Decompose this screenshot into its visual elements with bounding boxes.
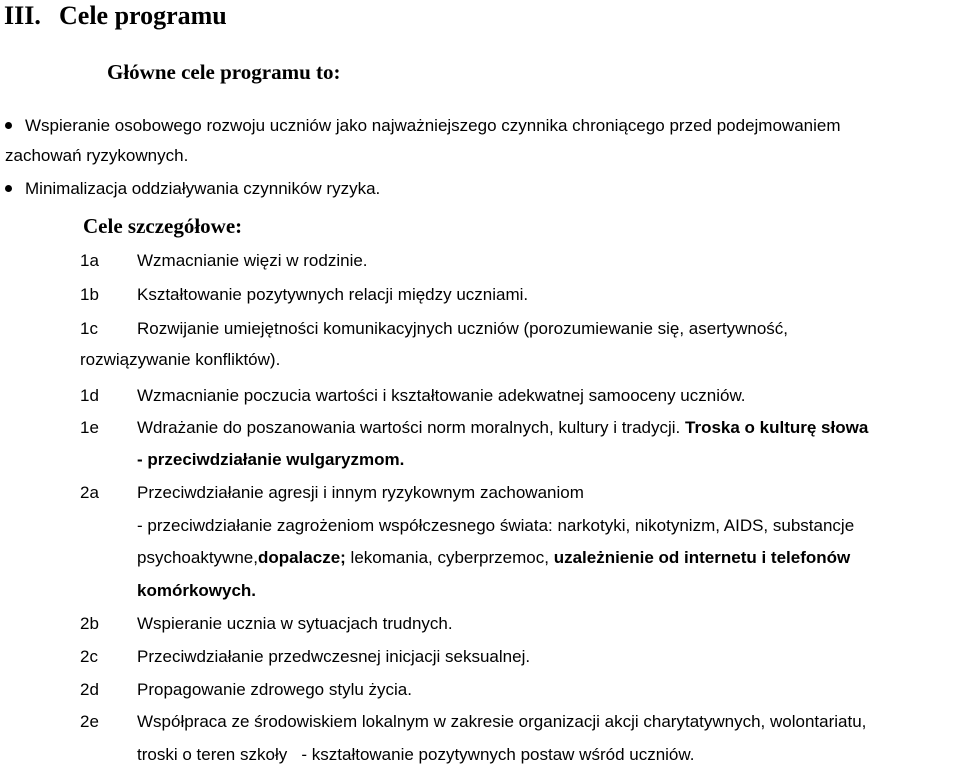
goal-code: 2c (80, 647, 98, 666)
main-goal-2-line1: Minimalizacja oddziaływania czynników ryzyka. (25, 179, 381, 198)
goal-subline-2-b: dopalacze; (257, 548, 346, 567)
goal-subline-2-c: lekomania, cyberprzemoc, (345, 548, 549, 567)
goal-text: Wzmacnianie poczucia wartości i kształtowanie adekwatnej samooceny uczniów. (137, 386, 746, 405)
goal-text: Przeciwdziałanie agresji i innym ryzykownym zachowaniom (137, 483, 584, 502)
goal-text-continuation: troski o teren szkoły - kształtowanie pozytywnych postaw wśród uczniów. (137, 745, 695, 764)
goal-subline-2-d: uzależnienie od internetu i telefonów (553, 548, 851, 567)
goal-code: 1d (80, 386, 99, 405)
section-number: III. (4, 1, 41, 30)
goal-subline-2 (137, 548, 850, 568)
goal-subline-2-a: psychoaktywne, (137, 548, 258, 567)
goal-subline-3: komórkowych. (137, 581, 257, 600)
goal-code: 1e (80, 418, 99, 437)
goal-code: 2e (80, 712, 99, 731)
bullet-icon (5, 185, 12, 192)
goal-text-bold-line2: - przeciwdziałanie wulgaryzmom. (137, 450, 405, 469)
section-heading (4, 2, 227, 30)
goal-code: 2d (80, 680, 99, 699)
goal-text: Rozwijanie umiejętności komunikacyjnych uczniów (porozumiewanie się, asertywność, (137, 319, 788, 338)
goal-text: Współpraca ze środowiskiem lokalnym w zakresie organizacji akcji charytatywnych, wolontariatu, (137, 712, 867, 731)
goal-text: Wspieranie ucznia w sytuacjach trudnych. (137, 614, 453, 633)
section-title: Cele programu (59, 1, 227, 30)
detailed-goals-title: Cele szczegółowe: (83, 214, 243, 238)
goal-text (137, 418, 868, 438)
main-goal-1-line2: zachowań ryzykownych. (5, 146, 189, 165)
goal-text-plain: Wdrażanie do poszanowania wartości norm moralnych, kultury i tradycji. (137, 418, 681, 437)
main-goals-title: Główne cele programu to: (107, 60, 341, 84)
goal-text: Propagowanie zdrowego stylu życia. (137, 680, 412, 699)
goal-code: 2b (80, 614, 99, 633)
goal-text: Wzmacnianie więzi w rodzinie. (137, 251, 368, 270)
goal-code: 1c (80, 319, 98, 338)
goal-code: 1b (80, 285, 99, 304)
goal-text: Kształtowanie pozytywnych relacji między uczniami. (137, 285, 529, 304)
goal-text-continuation: rozwiązywanie konfliktów). (80, 350, 281, 369)
goal-text: Przeciwdziałanie przedwczesnej inicjacji seksualnej. (137, 647, 531, 666)
goal-code: 1a (80, 251, 99, 270)
bullet-icon (5, 122, 12, 129)
goal-text-bold: Troska o kulturę słowa (685, 418, 869, 437)
goal-subline-1: - przeciwdziałanie zagrożeniom współczesnego świata: narkotyki, nikotynizm, AIDS, substancje (137, 516, 855, 535)
main-goal-1-line1: Wspieranie osobowego rozwoju uczniów jako najważniejszego czynnika chroniącego przed podejmowaniem (25, 116, 841, 135)
goal-code: 2a (80, 483, 99, 502)
